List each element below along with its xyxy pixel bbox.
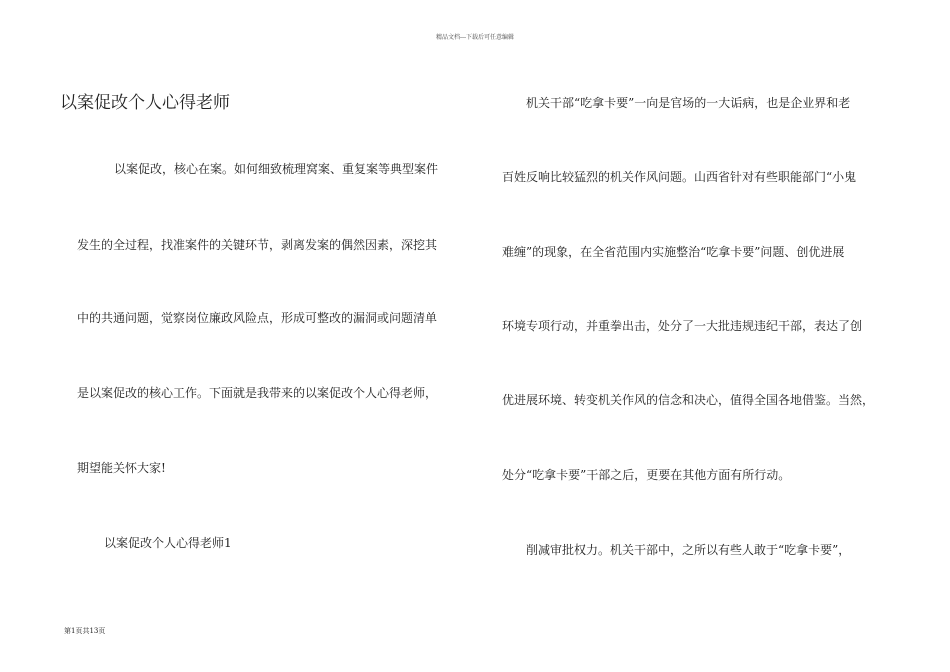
page-header: 精品文档---下载后可任意编辑: [435, 34, 515, 41]
left-paragraph-line: 以案促改，核心在案。如何细致梳理窝案、重复案等典型案件: [114, 162, 439, 176]
left-paragraph-line: 发生的全过程，找准案件的关键环节，剥离发案的偶然因素，深挖其: [77, 238, 438, 252]
right-paragraph-line: 机关干部“吃拿卡要”一向是官场的一大诟病，也是企业界和老: [526, 96, 851, 110]
right-paragraph-line: 处分“吃拿卡要”干部之后，更要在其他方面有所行动。: [502, 468, 791, 482]
page-footer: 第1页共13页: [64, 627, 106, 635]
document-title: 以案促改个人心得老师: [60, 93, 230, 113]
left-paragraph-line: 期望能关怀大家!: [77, 461, 166, 475]
right-paragraph-line: 难缠”的现象，在全省范围内实施整治“吃拿卡要”问题、创优进展: [502, 245, 845, 259]
left-paragraph-line: 是以案促改的核心工作。下面就是我带来的以案促改个人心得老师，: [77, 386, 438, 400]
left-paragraph-line: 中的共通问题，觉察岗位廉政风险点，形成可整改的漏洞或问题清单: [77, 311, 438, 325]
right-paragraph-line: 优进展环境、转变机关作风的信念和决心，值得全国各地借鉴。当然，: [502, 393, 875, 407]
section-heading: 以案促改个人心得老师1: [104, 536, 232, 550]
right-paragraph-line: 环境专项行动，并重拳出击，处分了一大批违规违纪干部，表达了创: [502, 319, 863, 333]
right-paragraph-line: 削减审批权力。机关干部中，之所以有些人敢于“吃拿卡要”，: [526, 543, 851, 557]
right-paragraph-line: 百姓反响比较猛烈的机关作风问题。山西省针对有些职能部门“小鬼: [502, 170, 857, 184]
